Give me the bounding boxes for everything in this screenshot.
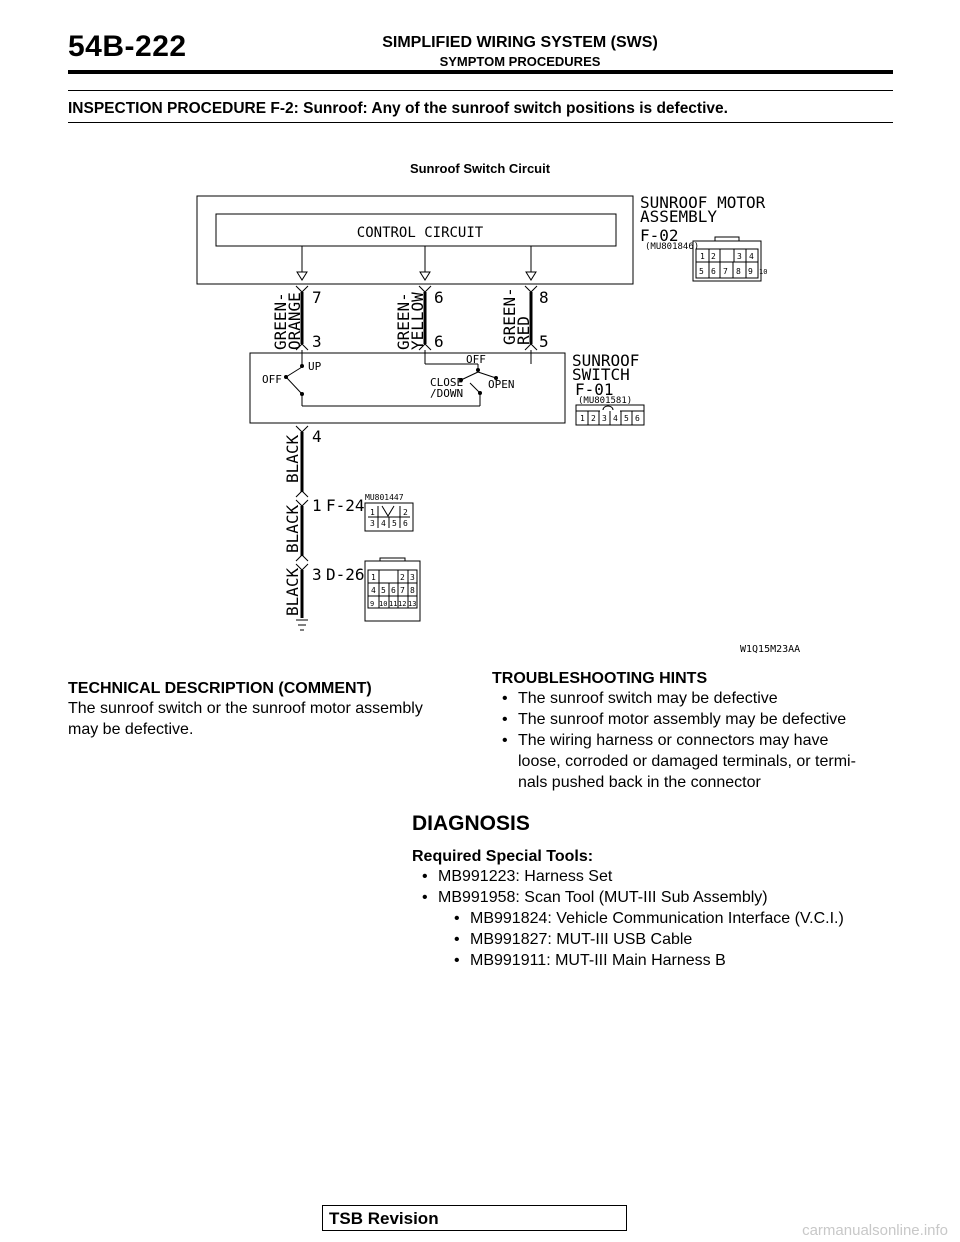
svg-text:3: 3 [410,573,415,582]
svg-text:1: 1 [700,252,705,261]
connector-f24-id: F-24 [326,496,365,515]
svg-text:3: 3 [312,565,322,584]
switch-part-number: (MU801581) [578,396,633,406]
svg-text:OPEN: OPEN [488,378,515,391]
subtool-item: • MB991824: Vehicle Communication Interface (V.C.I.) [454,910,844,927]
subtool-item: • MB991911: MUT-III Main Harness B [454,952,726,969]
ground-wire-label-1: BLACK [283,434,302,483]
connector-d26-id: D-26 [326,565,365,584]
svg-text:9: 9 [370,600,375,608]
page-number: 54B-222 [68,30,187,63]
section-subtitle: SYMPTOM PROCEDURES [439,54,601,69]
svg-text:6: 6 [391,586,396,595]
svg-text:6: 6 [434,288,444,307]
motor-label-2: ASSEMBLY [640,207,718,226]
connector-f01-face [576,405,644,425]
svg-text:3: 3 [602,414,607,423]
hint-item-continued: nals pushed back in the connector [518,774,761,791]
hint-item-continued: loose, corroded or damaged terminals, or termi- [518,753,856,770]
svg-text:3: 3 [370,519,375,528]
svg-text:6: 6 [635,414,640,423]
technical-heading: TECHNICAL DESCRIPTION (COMMENT) [68,680,372,697]
svg-text:4: 4 [312,427,322,446]
title-rule-top [68,90,893,91]
hint-item: • The sunroof motor assembly may be defective [502,711,847,728]
svg-text:5: 5 [381,586,386,595]
technical-line-1: The sunroof switch or the sunroof motor assembly [68,700,423,717]
svg-text:UP: UP [308,360,322,373]
subtool-item: • MB991827: MUT-III USB Cable [454,931,693,948]
svg-text:5: 5 [624,414,629,423]
f24-part-number: MU801447 [365,493,404,502]
svg-text:6: 6 [711,267,716,276]
wire2-label-line1: GREEN- [394,292,413,350]
figure-id: W1Q15M23AA [740,644,801,655]
hint-item: • The sunroof switch may be defective [502,690,778,707]
tool-item: • MB991958: Scan Tool (MUT-III Sub Assembly) [422,889,768,906]
ground-wire-label-3: BLACK [283,567,302,616]
connector-f24-face [365,503,413,531]
control-circuit-label: CONTROL CIRCUIT [356,225,484,241]
svg-text:12: 12 [398,600,407,608]
watermark: carmanualsonline.info [802,1222,948,1239]
svg-text:2: 2 [400,573,405,582]
figure-caption: Sunroof Switch Circuit [409,161,551,176]
svg-text:7: 7 [400,586,405,595]
hint-item: • The wiring harness or connectors may have [502,732,829,749]
switch-connector-id: F-01 [575,380,614,399]
wire3-label-line2: RED [514,316,533,345]
switch-label-1: SUNROOF [572,351,640,370]
svg-text:5: 5 [699,267,704,276]
svg-text:3: 3 [737,252,742,261]
svg-text:1: 1 [371,573,376,582]
tsb-revision-label: TSB Revision [329,1209,439,1228]
svg-text:4: 4 [371,586,376,595]
svg-text:/DOWN: /DOWN [430,387,464,400]
technical-description [68,680,468,740]
svg-text:4: 4 [749,252,754,261]
switch-label-2: SWITCH [572,365,630,384]
svg-text:4: 4 [613,414,618,423]
svg-text:8: 8 [539,288,549,307]
ground-wire-label-2: BLACK [283,504,302,553]
hints-heading: TROUBLESHOOTING HINTS [492,670,708,687]
svg-text:8: 8 [410,586,415,595]
tool-item: • MB991223: Harness Set [422,868,613,885]
svg-text:11: 11 [389,600,398,608]
tools-heading: Required Special Tools: [412,848,594,865]
svg-text:6: 6 [434,332,444,351]
svg-text:9: 9 [748,267,753,276]
svg-text:2: 2 [403,508,408,517]
wire2-label-line2: YELLOW [408,292,427,350]
svg-text:2: 2 [591,414,596,423]
title-rule-bottom [68,122,893,123]
svg-text:OFF: OFF [262,373,282,386]
svg-text:5: 5 [539,332,549,351]
section-title: SIMPLIFIED WIRING SYSTEM (SWS) [382,34,658,51]
header-rule [68,70,893,74]
procedure-title: INSPECTION PROCEDURE F-2: Sunroof: Any of the sunroof switch positions is defective. [68,100,728,117]
svg-text:2: 2 [711,252,716,261]
wire3-label-line1: GREEN- [500,287,519,345]
wiring-diagram [0,180,960,660]
svg-text:7: 7 [312,288,322,307]
svg-text:13: 13 [408,600,417,608]
tsb-revision-box [322,1205,627,1231]
svg-text:1: 1 [370,508,375,517]
svg-text:10: 10 [379,600,388,608]
svg-text:7: 7 [723,267,728,276]
svg-text:1: 1 [580,414,585,423]
motor-connector-id: F-02 [640,226,679,245]
connector-d26-face [365,558,420,621]
wire1-label-line1: GREEN- [271,292,290,350]
svg-text:3: 3 [312,332,322,351]
svg-text:4: 4 [381,519,386,528]
svg-text:8: 8 [736,267,741,276]
svg-text:CLOSE: CLOSE [430,376,464,389]
svg-text:1: 1 [312,496,322,515]
motor-part-number: (MU801846) [645,242,700,252]
svg-text:5: 5 [392,519,397,528]
diagnosis-tools [412,848,892,971]
motor-label-1: SUNROOF MOTOR [640,193,766,212]
svg-text:OFF: OFF [466,353,486,366]
svg-text:6: 6 [403,519,408,528]
technical-line-2: may be defective. [68,721,194,738]
troubleshooting-hints [492,670,892,793]
svg-text:10: 10 [759,268,768,276]
wire1-label-line2: ORANGE [285,292,304,350]
connector-f02-face [693,237,767,281]
diagnosis-title: DIAGNOSIS [412,812,530,835]
